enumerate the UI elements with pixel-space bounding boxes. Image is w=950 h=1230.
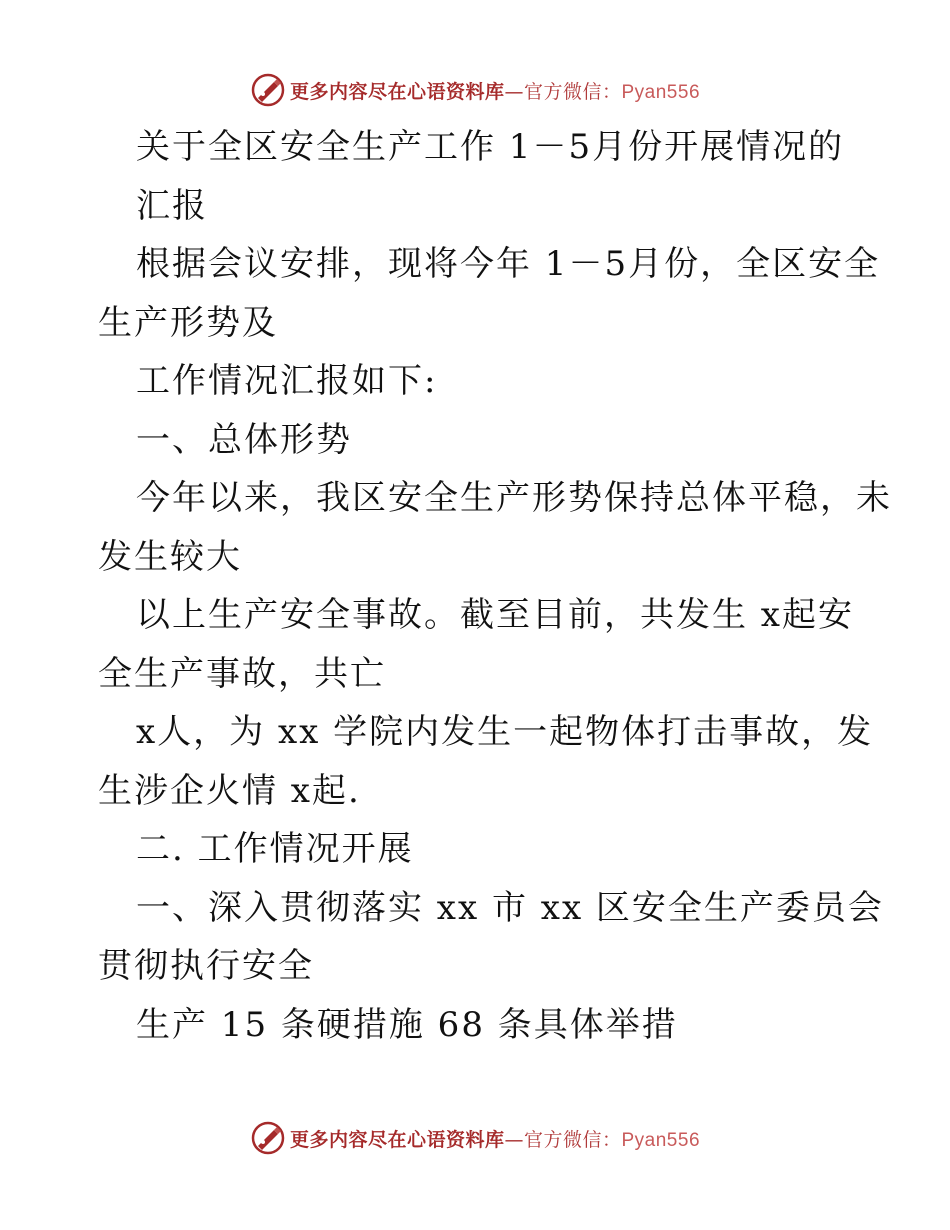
- pen-logo-icon: [250, 72, 286, 108]
- footer-watermark-banner: [0, 1118, 950, 1158]
- document-line: 关于全区安全生产工作 1－5月份开展情况的: [136, 127, 845, 167]
- watermark-wechat-label: 官方微信：: [523, 80, 622, 103]
- document-line: 全生产事故，共亡: [98, 653, 386, 694]
- document-line: 今年以来，我区安全生产形势保持总体平稳，未: [136, 478, 892, 518]
- document-body: [98, 118, 892, 1054]
- document-line: 根据会议安排，现将今年 1－5月份，全区安全: [136, 244, 881, 284]
- document-line: 工作情况汇报如下:: [136, 361, 438, 401]
- watermark-wechat-id: Pyan556: [621, 81, 701, 103]
- watermark-dash: —: [504, 80, 524, 103]
- document-line: 汇报: [136, 185, 208, 226]
- document-line: 贯彻执行安全: [98, 946, 314, 986]
- watermark-text: [290, 77, 700, 104]
- document-line: 生产形势及: [98, 302, 278, 343]
- document-line: 生产 15 条硬措施 68 条具体举措: [136, 1004, 678, 1045]
- document-line: 生涉企火情 x起.: [98, 770, 361, 811]
- document-line: 以上生产安全事故。截至目前，共发生 x起安: [136, 595, 854, 635]
- document-line: 一、深入贯彻落实 xx 市 xx 区安全生产委员会: [136, 887, 884, 928]
- pen-logo-icon: [250, 1120, 286, 1156]
- document-line: 一、总体形势: [136, 419, 352, 460]
- document-line: 发生较大: [98, 536, 242, 577]
- document-line: 二. 工作情况开展: [136, 829, 414, 869]
- watermark-wechat-id: Pyan556: [621, 1129, 701, 1151]
- watermark-brand: 更多内容尽在心语资料库: [289, 1128, 505, 1151]
- document-line: x人，为 xx 学院内发生一起物体打击事故，发: [136, 712, 874, 752]
- watermark-brand: 更多内容尽在心语资料库: [289, 80, 505, 103]
- watermark-wechat-label: 官方微信：: [523, 1128, 622, 1151]
- watermark-text: [290, 1125, 700, 1152]
- watermark-dash: —: [504, 1128, 524, 1151]
- header-watermark-banner: [0, 70, 950, 110]
